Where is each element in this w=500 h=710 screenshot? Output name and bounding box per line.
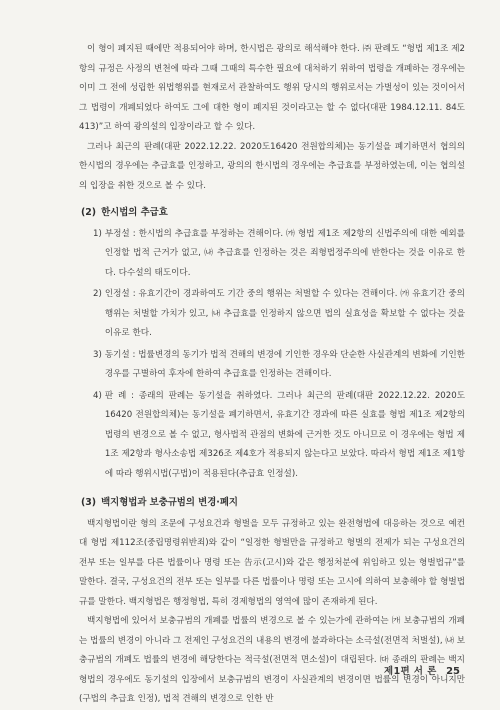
- list-item: [93, 346, 465, 385]
- section-title: 한시법의 추급효: [101, 207, 168, 218]
- page-body: [79, 40, 465, 710]
- list-item: [93, 225, 465, 284]
- intro-paragraph-2: 그러나 최근의 판례(대판 2022.12.22. 2020도16420 전원합의체)는 동기설을 폐기하면서 협의의 한시법의 경우에는 추급효를 인정하고, 광의의 한시법의 경우에는 추급효를 부정하였는데, 이는 협의설의 입장을 취한 것으로 볼 수 있다.: [79, 141, 465, 191]
- list-marker: 2): [93, 289, 102, 299]
- list-item-text: 판 례 : 종래의 판례는 동기설을 취하였다. 그러나 최근의 판례(대판 2022.12.22. 2020도16420 전원합의체)는 동기설을 폐기하면서, 유효기간 경과에 따른 실효를 형법 제1조 제2항의 법령의 변경으로 볼 수 없고, 형사법적 관점의 변화에 근거한 것도 아니므로 이 경우에는 형법 제1조 제2항과 형사소송법 제326조 제4호가 적용되지 않는다고 보았다. 따라서 형법 제1조 제1항에 따라 행위시법(구법)이 적용된다(추급효 인정설).: [104, 390, 465, 479]
- section-heading-2: [81, 203, 465, 223]
- list-item: [93, 285, 465, 344]
- section-heading-3: [81, 493, 465, 513]
- list-item: [93, 387, 465, 485]
- list-marker: 3): [93, 349, 102, 360]
- page-footer: [384, 663, 460, 677]
- section-number: (3): [81, 497, 97, 508]
- section-number: (2): [81, 207, 97, 218]
- intro-paragraph-1: 이 형이 폐지된 때에만 적용되어야 하며, 한시법은 광의로 해석해야 한다. ㈜ 판례도 “형법 제1조 제2항의 규정은 사정의 변천에 따라 그때 그때의 특수한 필요에 대처하기 위하여 법령을 개폐하는 경우에는 이미 그 전에 성립한 위법행위를 현재로서 관찰하여도 행위 당시의 행위로서는 가벌성이 있는 것이어서 그 법령이 개폐되었다 하여도 그에 대한 형이 폐지된 것이라고는 할 수 없다(대판 1984.12.11. 84도413)”고 하여 광의설의 입장이라고 할 수 있다.: [79, 44, 465, 132]
- section3-paragraph-1: 백지형법이란 형의 조문에 구성요건과 형벌을 모두 규정하고 있는 완전형법에 대응하는 것으로 예컨대 형법 제112조(중립명령위반죄)와 같이 “일정한 형벌만을 규정하고 형벌의 전제가 되는 구성요건의 전부 또는 일부를 다른 법률이나 명령 또는 告示(고시)와 같은 행정처분에 위임하고 있는 형벌법규”를 말한다. 결국, 구성요건의 전부 또는 일부를 다른 법률이나 명령 또는 고시에 의하여 보충해야 할 형벌법규를 말한다. 백지형법은 행정형법, 특히 경제형법의 영역에 많이 존재하게 된다.: [79, 518, 465, 607]
- list-marker: 1): [93, 228, 102, 239]
- page-number: 25: [446, 666, 460, 677]
- section-title: 백지형법과 보충규범의 변경·폐지: [101, 497, 238, 508]
- section3-paragraph-2: 백지형법에 있어서 보충규범의 개폐를 법률의 변경으로 볼 수 있는가에 관하여는 ㈎ 보충규범의 개폐는 법률의 변경이 아니라 그 전제인 구성요건의 내용의 변경에 불과하다는 소극설(전면적 처벌설), ㈏ 보충규범의 개폐도 법률의 변경에 해당한다는 적극설(전면적 면소설)이 대립된다. ㈐ 종래의 판례는 백지형법의 경우에도 동기설의 입장에서 보충규범의 변경이 사실관계의 변경이면 법률의 변경이 아니지만(구법의 추급효 인정), 법적 견해의 변경으로 인한 반: [79, 616, 465, 704]
- list-item-text: 인정설 : 유효기간이 경과하여도 기간 중의 행위는 처벌할 수 있다는 견해이다. ㈎ 유효기간 중의 행위는 처벌할 가치가 있고, ㈏ 추급효를 인정하지 않으면 법의 실효성을 확보할 수 없다는 것을 이유로 한다.: [104, 289, 465, 338]
- running-footer-part: 제1편 서 론: [384, 666, 437, 677]
- list-item-text: 동기설 : 법률변경의 동기가 법적 견해의 변경에 기인한 경우와 단순한 사실관계의 변화에 기인한 경우를 구별하여 후자에 한하여 추급효를 인정하는 견해이다.: [104, 349, 465, 379]
- list-marker: 4): [93, 390, 102, 401]
- list-item-text: 부정설 : 한시법의 추급효를 부정하는 견해이다. ㈎ 형법 제1조 제2항의 신법주의에 대한 예외를 인정할 법적 근거가 없고, ㈏ 추급효를 인정하는 것은 죄형법정주의에 반한다는 것을 이유로 한다. 다수설의 태도이다.: [104, 228, 465, 278]
